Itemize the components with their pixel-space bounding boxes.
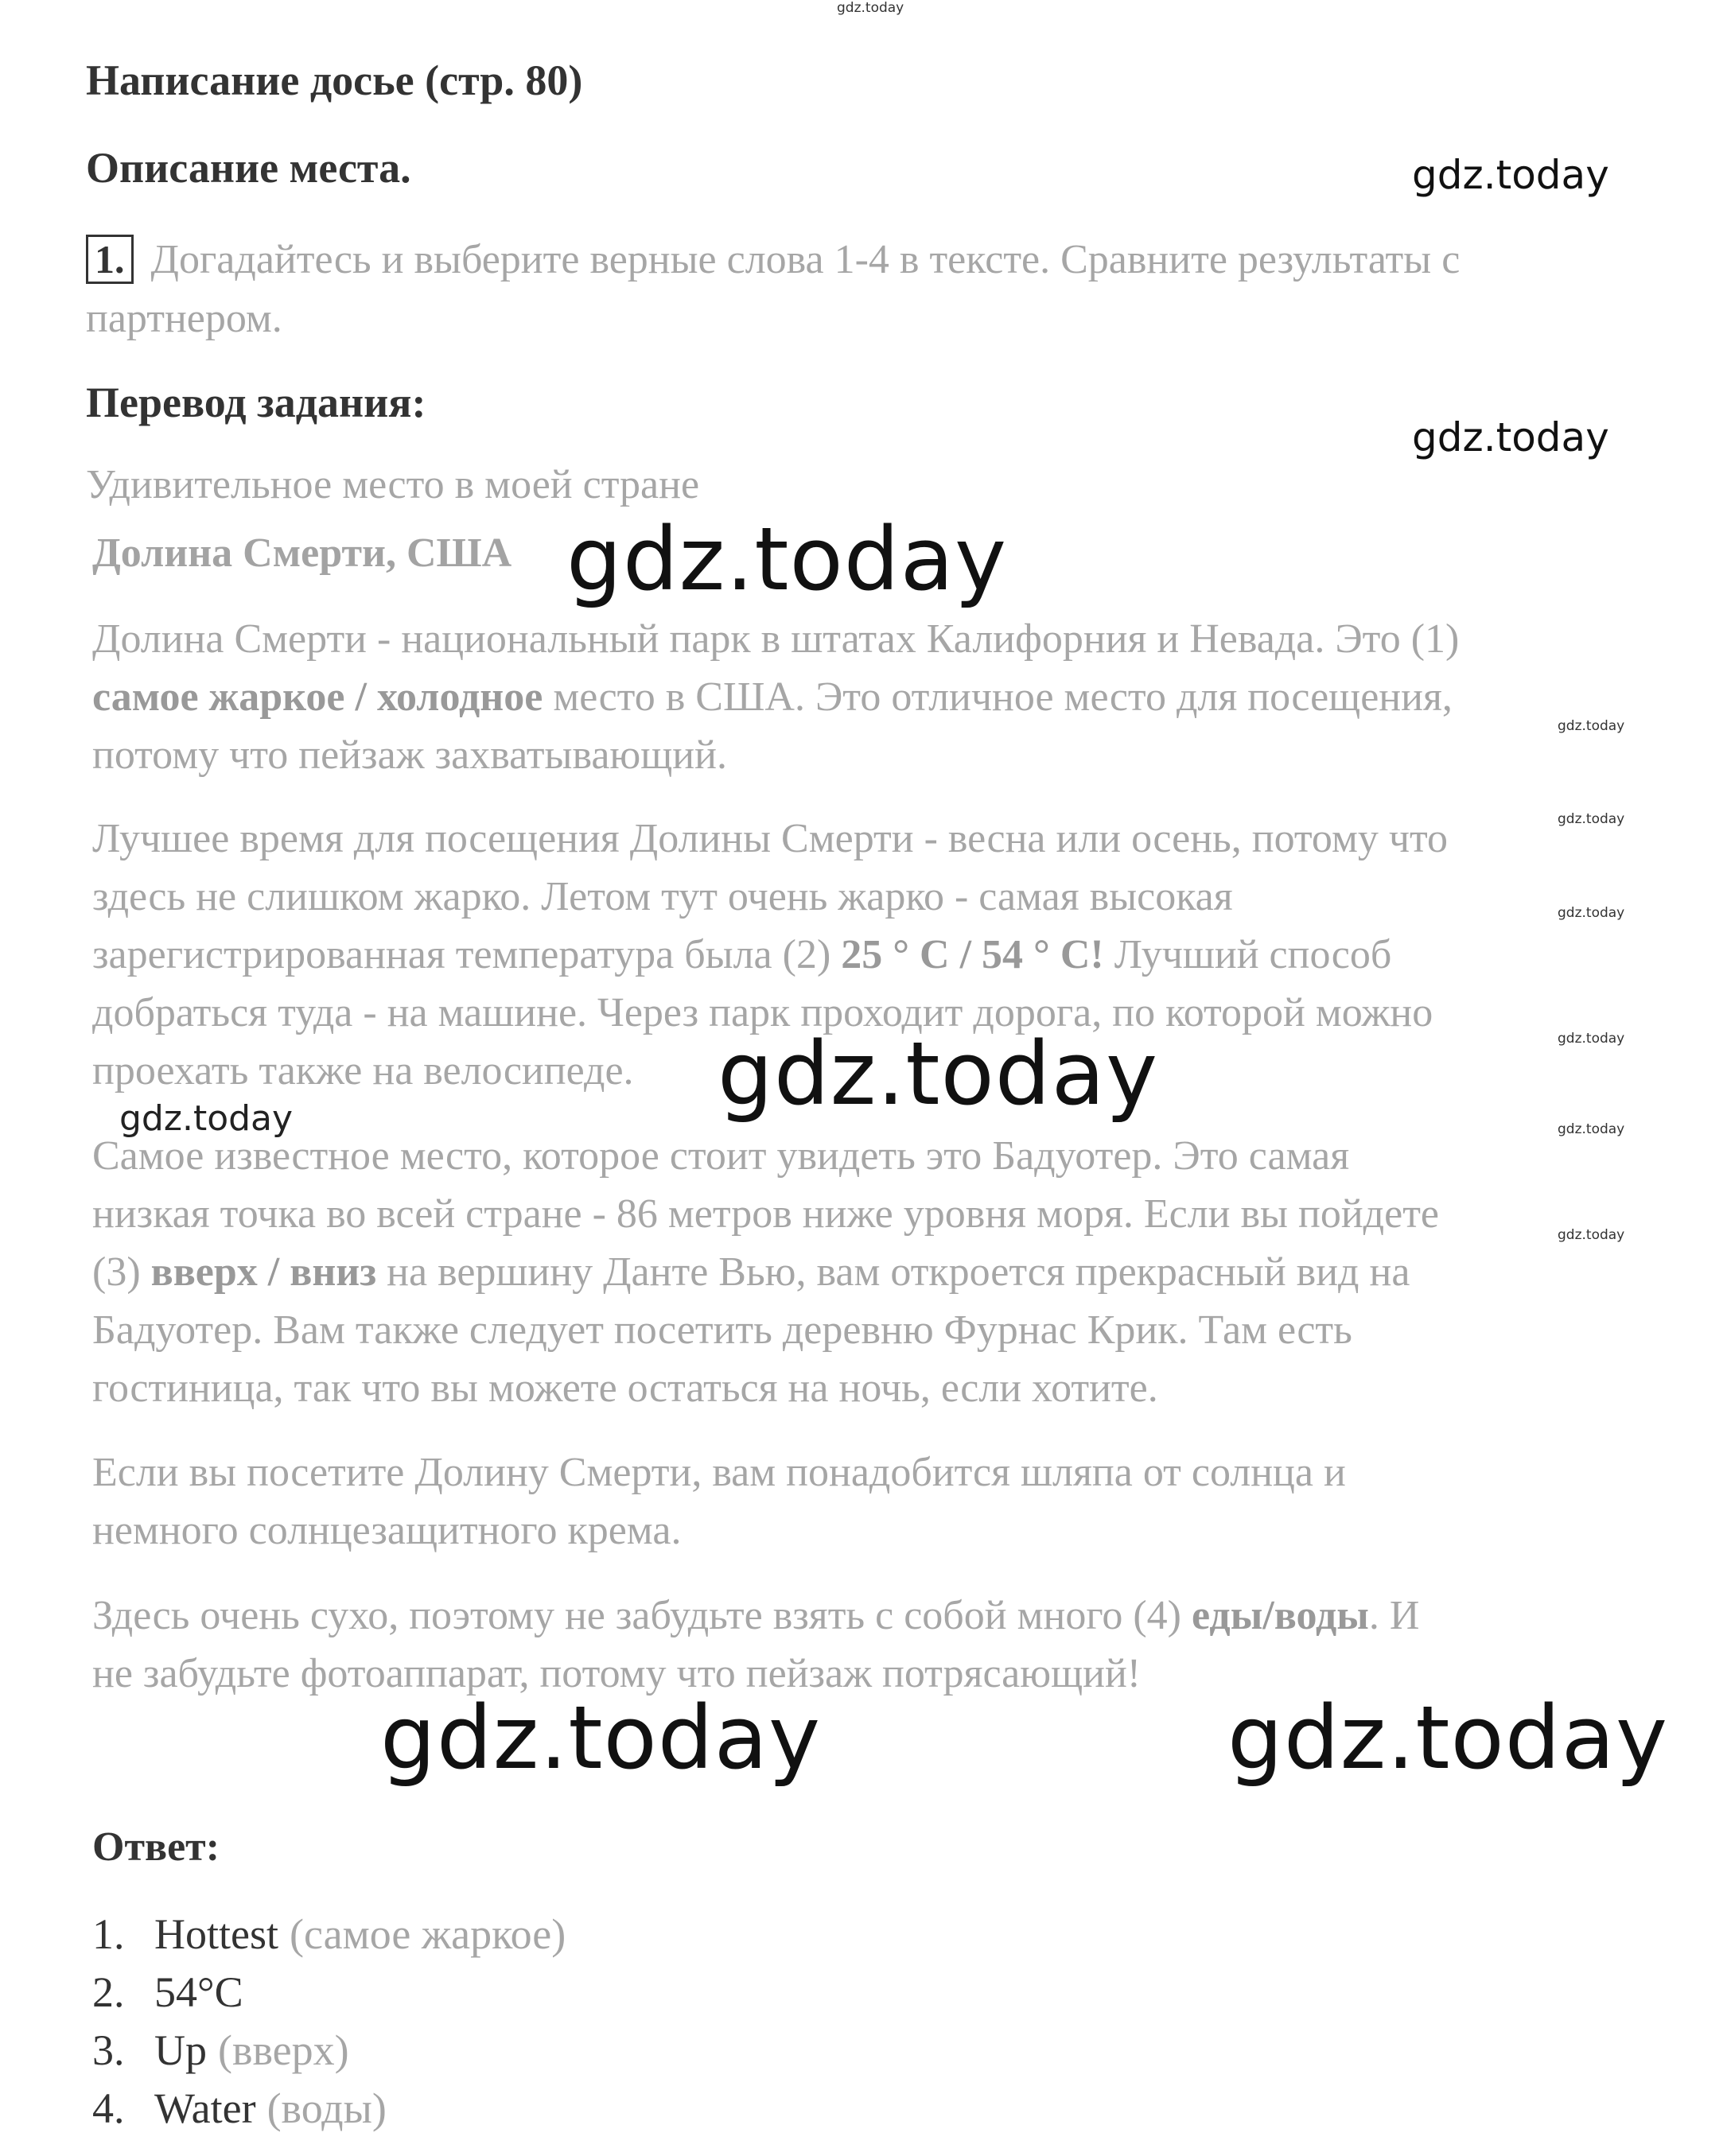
p2-line-3-start: зарегистрированная температура была (2) — [92, 932, 842, 977]
answer-number: 3. — [92, 2026, 125, 2074]
p4-line-1: Если вы посетите Долину Смерти, вам понадобится шляпа от солнца и — [92, 1450, 1346, 1495]
p3-line-3-start: (3) — [92, 1249, 151, 1295]
watermark-9: gdz.today — [119, 1098, 294, 1139]
p3-line-5: гостиница, так что вы можете остаться на ночь, если хотите. — [92, 1365, 1158, 1411]
p3-line-3-rest: на вершину Данте Вью, вам откроется прекрасный вид на — [376, 1249, 1410, 1295]
task-text: Догадайтесь и выберите верные слова 1-4 в тексте. Сравните результаты с партнером. — [86, 237, 1461, 341]
p2-line-4: добраться туда - на машине. Через парк проходит дорога, по которой можно — [92, 990, 1433, 1035]
p5-line-1-start: Здесь очень сухо, поэтому не забудьте взять с собой много (4) — [92, 1593, 1192, 1638]
place-title: Долина Смерти, США — [92, 530, 512, 576]
answer-list — [92, 1905, 566, 2138]
p5-line-1-rest: . И — [1368, 1593, 1420, 1638]
answer-en: 54°C — [154, 1968, 243, 2016]
watermark-7: gdz.today — [1558, 1031, 1625, 1047]
p3-line-3 — [92, 1243, 1439, 1301]
answer-ru: (самое жаркое) — [290, 1910, 566, 1958]
p1-line-3: потому что пейзаж захватывающий. — [92, 732, 727, 778]
watermark-2: gdz.today — [1412, 414, 1609, 460]
p4-line-2: немного солнцезащитного крема. — [92, 1508, 682, 1553]
p1-line-2 — [92, 668, 1459, 726]
p2-line-5: проехать также на велосипеде. — [92, 1048, 634, 1094]
watermark-12: gdz.today — [380, 1687, 822, 1789]
p5-line-1 — [92, 1587, 1419, 1645]
answer-ru: (воды) — [266, 2084, 387, 2132]
watermark-3: gdz.today — [566, 508, 1008, 610]
watermark-top: gdz.today — [837, 0, 904, 16]
answer-ru: (вверх) — [218, 2026, 349, 2074]
answer-item — [92, 1905, 566, 1964]
p2-line-3 — [92, 926, 1448, 984]
watermark-10: gdz.today — [1558, 1121, 1625, 1137]
watermark-13: gdz.today — [1227, 1687, 1669, 1789]
choice-4: еды/воды — [1192, 1593, 1369, 1638]
answer-number: 2. — [92, 1968, 125, 2016]
page-title: Написание досье (стр. 80) — [86, 56, 583, 104]
choice-2: 25 ° С / 54 ° С! — [841, 932, 1104, 977]
answer-number: 4. — [92, 2084, 125, 2132]
task-block — [86, 231, 1661, 348]
p3-line-4: Бадуотер. Вам также следует посетить деревню Фурнас Крик. Там есть — [92, 1307, 1352, 1353]
watermark-11: gdz.today — [1558, 1227, 1625, 1243]
choice-1: самое жаркое / холодное — [92, 674, 543, 720]
watermark-6: gdz.today — [1558, 905, 1625, 921]
p1-line-2-rest: место в США. Это отличное место для посещения, — [543, 674, 1453, 720]
watermark-5: gdz.today — [1558, 811, 1625, 827]
p2-line-2: здесь не слишком жарко. Летом тут очень жарко - самая высокая — [92, 874, 1233, 919]
task-number: 1. — [86, 235, 134, 284]
answer-item — [92, 2022, 566, 2080]
p3-line-1: Самое известное место, которое стоит увидеть это Бадуотер. Это самая — [92, 1133, 1350, 1179]
answer-en: Water — [154, 2084, 256, 2132]
section-subtitle: Описание места. — [86, 144, 411, 192]
translation-heading: Перевод задания: — [86, 379, 426, 426]
answer-en: Up — [154, 2026, 207, 2074]
choice-3: вверх / вниз — [150, 1249, 377, 1295]
watermark-4: gdz.today — [1558, 718, 1625, 734]
p1-line-1: Долина Смерти - национальный парк в штатах Калифорния и Невада. Это (1) — [92, 616, 1460, 662]
p5-line-2: не забудьте фотоаппарат, потому что пейзаж потрясающий! — [92, 1651, 1142, 1696]
text-heading: Удивительное место в моей стране — [86, 462, 700, 507]
p2-line-1: Лучшее время для посещения Долины Смерти - весна или осень, потому что — [92, 816, 1449, 861]
paragraph-4 — [92, 1443, 1346, 1560]
p3-line-2: низкая точка во всей стране - 86 метров ниже уровня моря. Если вы пойдете — [92, 1191, 1439, 1237]
answer-en: Hottest — [154, 1910, 278, 1958]
answer-number: 1. — [92, 1910, 125, 1958]
answer-title: Ответ: — [92, 1824, 220, 1870]
paragraph-5 — [92, 1587, 1419, 1703]
answer-item — [92, 1964, 566, 2022]
answer-item — [92, 2080, 566, 2138]
watermark-8: gdz.today — [718, 1023, 1159, 1125]
paragraph-1 — [92, 610, 1459, 784]
watermark-1: gdz.today — [1412, 152, 1609, 198]
paragraph-3 — [92, 1127, 1439, 1417]
p2-line-3-rest: Лучший способ — [1103, 932, 1392, 977]
